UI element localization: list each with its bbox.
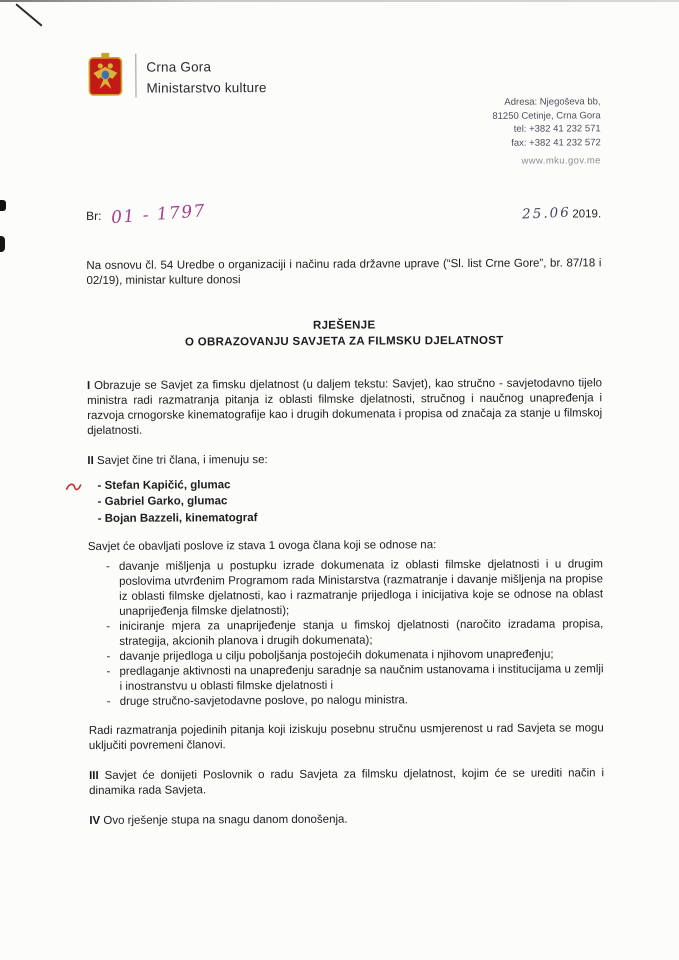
coat-of-arms-logo: [85, 52, 125, 105]
reference-number-label: Br:: [86, 208, 102, 223]
address-line: 81250 Cetinje, Crna Gora: [492, 109, 601, 122]
letterhead: [85, 49, 601, 170]
list-dash-marker: -: [106, 620, 111, 633]
address-line: Adresa: Njegoševa bb,: [504, 96, 601, 108]
ministry-brand: [85, 51, 267, 170]
legal-basis-paragraph: Na osnovu čl. 54 Uredbe o organizaciji i načinu rada državne uprave (“Sl. list Crne Gore”, br. 87/18 i 02/19), ministar kulture donosi: [86, 256, 602, 287]
duty-item: [106, 557, 603, 620]
red-ink-mark: [66, 480, 82, 498]
member-item: - Stefan Kapičić, glumac: [97, 478, 231, 492]
section-1-marker: I: [86, 379, 91, 392]
duties-list: [88, 557, 604, 710]
section-2-marker: II: [87, 454, 94, 467]
section-1-paragraph: [87, 376, 602, 439]
section-3-text: Savjet će donijeti Poslovnik o radu Savjeta za filmsku djelatnost, kojim će se urediti način i dinamika rada Savjeta.: [89, 767, 605, 797]
section-1-text: Obrazuje se Savjet za fimsku djelatnost (u daljem tekstu: Savjet), kao stručno - savjetodavno tijelo ministra radi razmatranja pitanja iz oblasti filmske djelatnosti, stručnog i naučnog unapređenja i razvoja crnogorske kinematografije kao i drugih dokumenata i propisa od značaja za stanje u filmskoj djelatnosti.: [87, 376, 603, 437]
title-line-2: O OBRAZOVANJU SAVJETA ZA FILMSKU DJELATNOST: [184, 334, 504, 348]
brand-divider: [135, 54, 136, 98]
address-line: tel: +382 41 232 571: [513, 123, 601, 135]
section-3-paragraph: [89, 766, 604, 799]
address-line: fax: +382 41 232 572: [511, 136, 601, 149]
occasional-members-paragraph: Radi razmatranja pojedinih pitanja koji iziskuju posebnu stručnu usmjerenost u rad Savjeta se mogu uključiti povremeni članovi.: [88, 722, 604, 752]
duty-text: predlaganje aktivnosti na unapređenju saradnje sa naučnim ustanovama i institucijama u zemlji i inostranstvu u oblasti filmske djelatnosti i: [119, 663, 604, 693]
section-2-paragraph: [87, 451, 602, 469]
list-dash-marker: -: [106, 695, 111, 708]
member-item: - Bojan Bazzeli, kinematograf: [97, 511, 258, 525]
ministry-website: www.mku.gov.me: [521, 155, 601, 167]
duty-item: [106, 662, 603, 695]
duty-text: davanje mišljenja u postupku izrade dokumenata iz oblasti filmske djelatnosti i u drugim poslovima utvrđenim Programom rada Ministarstva (razmatranje i davanje mišljenja na propise iz oblasti filmske djelatnosti, kao i razmatranje prijedloga i inicijativa koje se odnose na oblast unaprijeđenja filmske djelatnosti);: [118, 558, 604, 618]
document-title: [87, 316, 602, 351]
date-printed: 2019.: [572, 207, 602, 220]
members-list: [88, 475, 603, 527]
duty-text: druge stručno-savjetodavne poslove, po nalogu ministra.: [119, 694, 409, 708]
ministry-name: Ministarstvo kulture: [146, 80, 267, 96]
duty-text: davanje prijedloga u cilju poboljšanja postojećih dokumenata i njihovom unapređenju;: [119, 648, 554, 663]
duty-item: [107, 692, 604, 710]
brand-text: [146, 51, 267, 99]
duty-item: [106, 617, 603, 650]
member-item: - Gabriel Garko, glumac: [97, 495, 228, 508]
address-block: [492, 95, 601, 168]
title-line-1: RJEŠENJE: [312, 318, 376, 332]
scan-artifact-left-mark-1: [0, 200, 6, 211]
duties-intro-paragraph: Savjet će obavljati poslove iz stava 1 ovoga člana koji se odnose na:: [87, 539, 437, 553]
list-dash-marker: -: [106, 665, 111, 678]
country-name: Crna Gora: [146, 59, 212, 75]
reference-number-handwritten: 01 - 1797: [110, 200, 208, 228]
list-dash-marker: -: [105, 560, 110, 573]
section-2-text: Savjet čine tri člana, i imenuju se:: [96, 453, 268, 467]
date-handwritten: 25.06: [521, 204, 571, 223]
section-4-paragraph: [89, 811, 604, 829]
scan-artifact-corner-line: [15, 3, 42, 26]
document-content: [85, 0, 604, 829]
duty-text: iniciranje mjera za unaprijeđenje stanja u fimskoj djelatnosti (naročito izradama propisa, strategija, akcionih planova i drugih dokumenata);: [119, 618, 604, 648]
reference-date: [522, 204, 602, 222]
reference-left: [86, 200, 208, 228]
section-4-marker: IV: [89, 814, 101, 827]
list-dash-marker: -: [106, 650, 111, 663]
scan-artifact-left-mark-2: [0, 236, 5, 252]
section-4-text: Ovo rješenje stupa na snagu danom donošenja.: [103, 813, 348, 827]
section-3-marker: III: [89, 769, 99, 782]
reference-row: [86, 200, 602, 228]
